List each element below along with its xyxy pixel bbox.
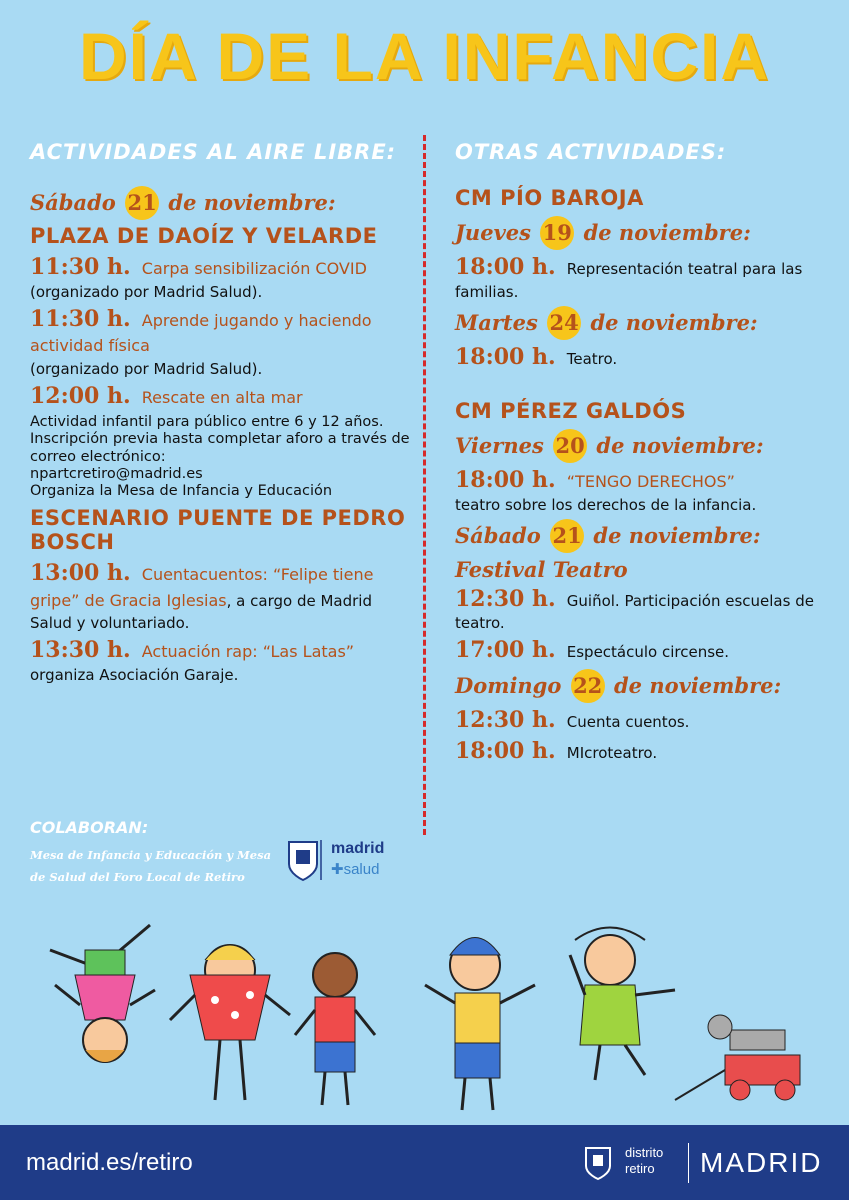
venue-title: ESCENARIO PUENTE DE PEDRO BOSCH [30,505,406,554]
day-heading [455,216,825,250]
event-desc: , a cargo de Madrid Salud y voluntariado. [30,591,372,633]
event-item [455,344,825,372]
event-desc: (organizado por Madrid Salud). [30,282,263,301]
event-time: 12:30 h. [455,706,556,733]
day-number-badge: 21 [550,519,584,553]
day-name: Domingo [455,672,562,698]
event-label: Aprende jugando y haciendo actividad física [30,310,372,356]
event-desc: (organizado por Madrid Salud). [30,359,263,378]
event-time: 18:00 h. [455,254,556,280]
event-label: Carpa sensibilización COVID [141,259,367,278]
event-item [455,467,825,515]
event-item [455,738,825,766]
event-time: 18:00 h. [455,738,556,765]
day-heading [30,186,410,220]
collaborators-text: Mesa de Infancia y Educación y Mesa de Salud del Foro Local de Retiro [30,848,272,884]
festival-title: Festival Teatro [455,556,628,582]
madrid-salud-logo [283,838,403,882]
event-time: 11:30 h. [30,305,131,332]
event-time: 12:00 h. [30,382,131,409]
event-item [455,254,825,302]
month-label: de noviembre: [590,309,758,335]
event-item [30,383,410,411]
page-title: DÍA DE LA INFANCIA [78,19,771,93]
email-link[interactable]: npartcretiro@madrid.es [30,465,203,482]
month-label: de noviembre: [593,522,761,548]
month-label: de noviembre: [596,433,764,458]
event-time: 13:00 h. [30,559,131,586]
event-label: Actuación rap: “Las Latas” [141,642,355,662]
madrid-wordmark: MADRID [700,1147,823,1178]
madrid-crest-icon [283,838,323,882]
collaborators [30,818,280,889]
kid-upside-down-icon [50,925,155,1063]
event-item [455,586,825,634]
month-label: de noviembre: [583,220,751,245]
day-number-badge: 19 [540,216,574,250]
event-time: 18:00 h. [455,343,556,370]
day-name: Martes [455,309,538,335]
district-line: retiro [625,1161,655,1177]
district-label [625,1145,663,1178]
venue-title: CM PÉREZ GALDÓS [455,399,687,423]
event-time: 17:00 h. [455,637,556,664]
kid-cap-icon [425,938,535,1111]
event-time: 13:30 h. [30,637,131,664]
day-number-badge: 20 [553,429,587,463]
left-column [30,140,410,689]
day-name: Sábado [30,190,116,215]
event-time: 11:30 h. [30,254,131,280]
day-heading [455,306,825,340]
day-heading [455,429,825,463]
event-desc: Espectáculo circense. [566,643,730,662]
event-desc: Cuenta cuentos. [566,712,690,731]
collaborators-heading: COLABORAN: [30,818,149,837]
event-desc: MIcroteatro. [566,744,658,763]
madrid-crest-icon [583,1145,613,1181]
plus-icon: ✚ [331,861,344,878]
event-label: Cuentacuentos: “Felipe tiene gripe” de Gracia Iglesias [30,564,374,610]
event-info [30,414,410,500]
day-number-badge: 24 [547,306,581,340]
event-item [30,306,410,379]
dog-wagon-icon [675,1015,800,1100]
right-column [455,140,825,770]
event-item [30,254,410,302]
day-name: Jueves [455,220,531,245]
event-desc: Guiñol. Participación escuelas de teatro. [455,591,814,633]
day-heading [455,519,825,553]
day-number-badge: 21 [125,186,159,220]
event-desc: Representación teatral para las familias. [455,260,803,301]
event-item [455,637,825,665]
info-line: Actividad infantil para público entre 6 y 12 años. [30,414,384,431]
outdoor-heading: ACTIVIDADES AL AIRE LIBRE: [30,140,397,164]
event-item [30,637,410,685]
footer-url-link[interactable]: madrid.es/retiro [26,1149,193,1176]
event-item [455,707,825,735]
day-heading [455,669,825,703]
logo-word: madrid [331,840,385,857]
day-name: Viernes [455,433,544,458]
children-illustration [30,915,820,1125]
footer-bar [0,1125,849,1200]
info-line: Organiza la Mesa de Infancia y Educación [30,482,333,499]
event-time: 18:00 h. [455,467,556,493]
logo-sub [331,860,379,878]
event-desc: organiza Asociación Garaje. [30,665,239,684]
day-name: Sábado [455,522,541,548]
kid-boy-icon [295,953,375,1105]
event-time: 12:30 h. [455,585,556,612]
footer-separator [688,1143,689,1183]
info-line: Inscripción previa hasta completar aforo a través de correo electrónico: [30,431,410,465]
kid-jumping-icon [570,928,675,1081]
dashed-divider [423,135,426,835]
venue-title: PLAZA DE DAOÍZ Y VELARDE [30,224,378,248]
event-item [30,560,410,633]
logo-sub-text: salud [343,861,380,878]
month-label: de noviembre: [614,672,782,698]
district-line: distrito [625,1145,664,1160]
event-desc: Teatro. [566,349,618,368]
event-label: Rescate en alta mar [141,387,303,407]
kid-girl-icon [170,945,290,1100]
event-label: “TENGO DERECHOS” [566,472,735,491]
day-number-badge: 22 [571,669,605,703]
month-label: de noviembre: [168,190,336,215]
venue-title: CM PÍO BAROJA [455,186,644,210]
other-activities-heading: OTRAS ACTIVIDADES: [455,140,727,164]
event-desc: teatro sobre los derechos de la infancia. [455,495,757,514]
